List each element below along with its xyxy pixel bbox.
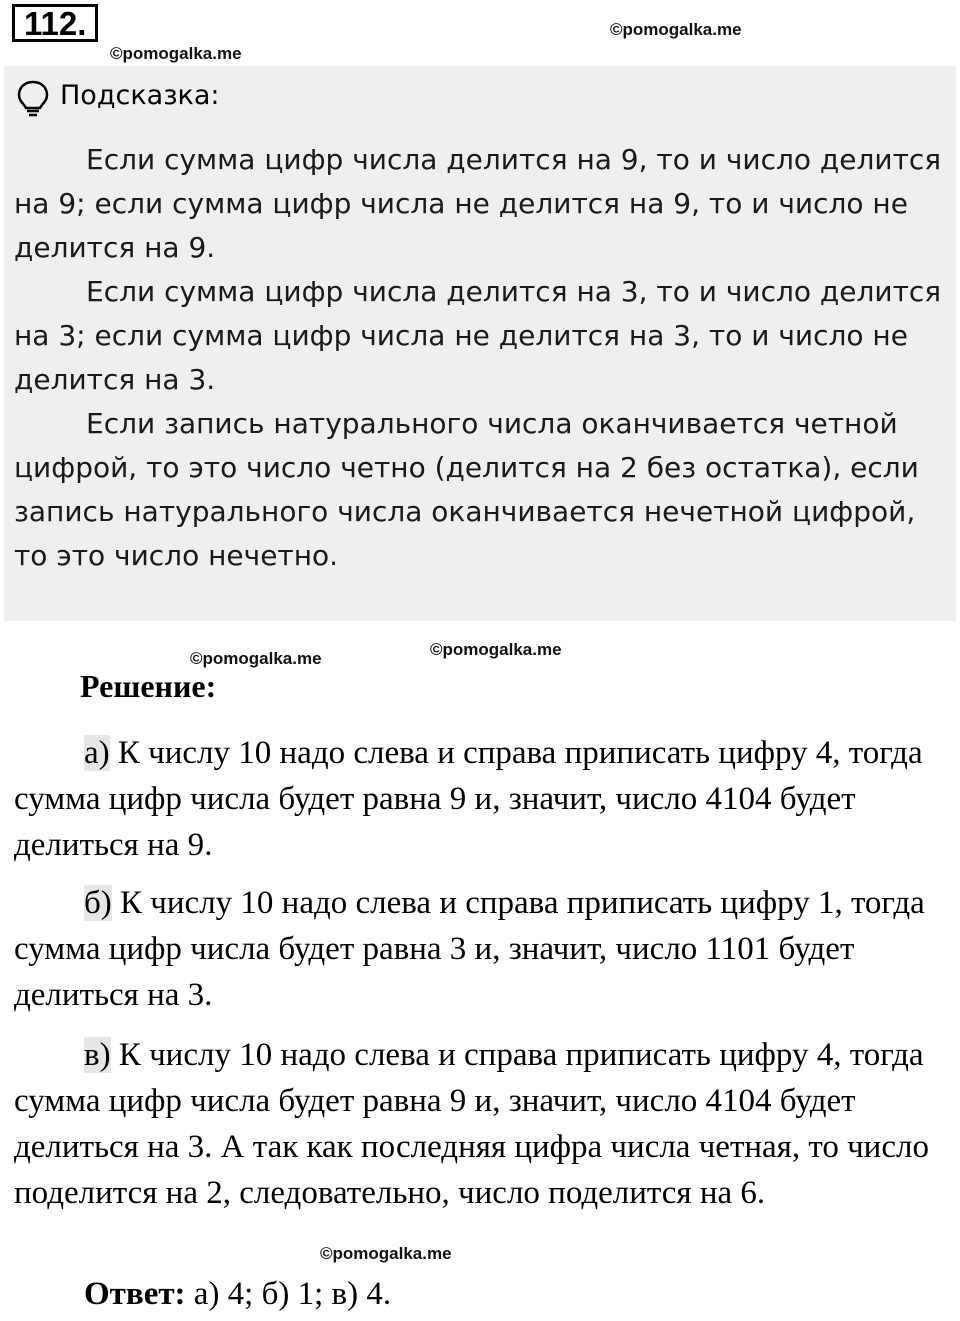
hint-paragraph: Если сумма цифр числа делится на 9, то и число делится на 9; если сумма цифр числа не делится на 9, то и число не делится на 9. [14,143,942,264]
answer-text: а) 4; б) 1; в) 4. [185,1276,392,1312]
lightbulb-icon [16,80,50,118]
item-text: К числу 10 надо слева и справа приписать цифру 4, тогда сумма цифр числа будет равна 9 и, значит, число 4104 будет делиться на 9. [14,735,923,863]
item-marker: в) [84,1037,111,1073]
solution-item [14,730,934,868]
watermark: ©pomogalka.me [320,1244,452,1263]
watermark: ©pomogalka.me [430,640,562,659]
hint-paragraph: Если сумма цифр числа делится на 3, то и число делится на 3; если сумма цифр числа не делится на 3, то и число не делится на 3. [14,275,942,396]
answer-label: Ответ: [84,1276,186,1312]
item-marker: а) [84,735,110,771]
hint-paragraph: Если запись натурального числа оканчивается четной цифрой, то это число четно (делится на 2 без остатка), если запись натурального числа оканчивается нечетной цифрой, то это число нечетно. [14,407,919,572]
item-text: К числу 10 надо слева и справа приписать цифру 1, тогда сумма цифр числа будет равна 3 и, значит, число 1101 будет делиться на 3. [14,885,925,1013]
answer [84,1276,391,1313]
task-number: 112. [12,4,98,42]
watermark: ©pomogalka.me [610,20,742,39]
watermark: ©pomogalka.me [110,44,242,63]
solution-title: Решение: [80,668,217,704]
item-marker: б) [84,885,112,921]
item-text: К числу 10 надо слева и справа приписать цифру 4, тогда сумма цифр числа будет равна 9 и, значит, число 4104 будет делиться на 3. А так как последняя цифра числа четная, то число поделится на 2, следовательно, число поделится на 6. [14,1037,929,1211]
solution-item [14,880,934,1018]
hint-title: Подсказка: [60,80,220,111]
watermark: ©pomogalka.me [190,649,322,668]
hint-text [14,138,944,578]
solution-item [14,1032,934,1216]
